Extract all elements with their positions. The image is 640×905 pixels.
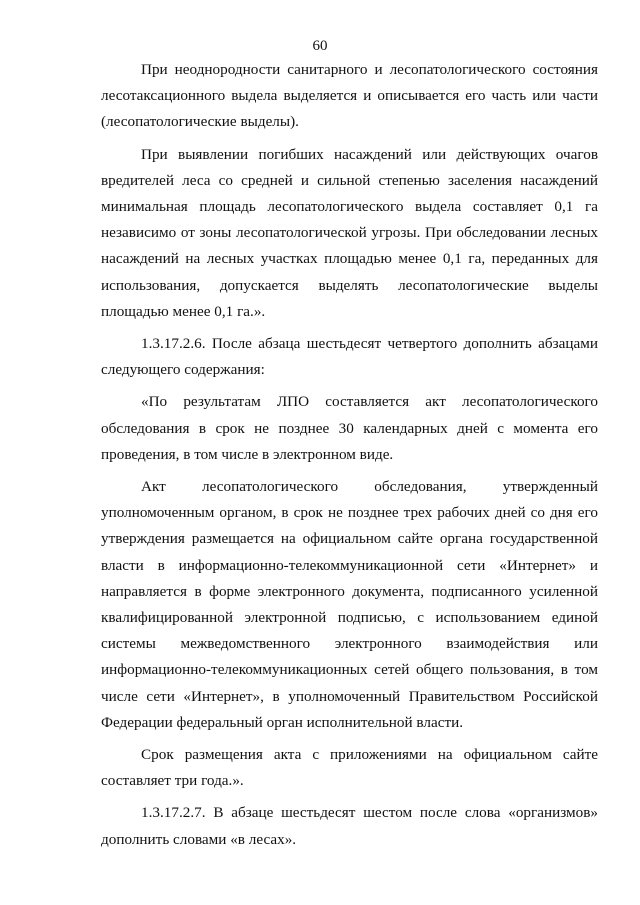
document-body [101, 57, 598, 853]
paragraph-act-publication: Акт лесопатологического обследования, утвержденный уполномоченным органом, в срок не позднее трех рабочих дней со дня его утверждения размещается на официальном сайте органа государственной власти в информационно-телекоммуникационной сети «Интернет» и направляется в форме электронного документа, подписанного усиленной квалифицированной электронной подписью, с использованием единой системы межведомственного электронного взаимодействия или информационно-телекоммуникационных сетей общего пользования, в том числе сети «Интернет», в уполномоченный Правительством Российской Федерации федеральный орган исполнительной власти. [101, 478, 598, 731]
paragraph-clause-1-3-17-2-6: 1.3.17.2.6. После абзаца шестьдесят четвертого дополнить абзацами следующего содержания: [101, 335, 598, 379]
paragraph-minimum-area: При выявлении погибших насаждений или действующих очагов вредителей леса со средней и сильной степенью заселения насаждений минимальная площадь лесопатологического выдела составляет 0,1 га независимо от зоны лесопатологической угрозы. При обследовании лесных насаждений на лесных участках площадью менее 0,1 га, переданных для использования, допускается выделять лесопатологические выделы площадью менее 0,1 га.». [101, 145, 598, 320]
paragraph-clause-1-3-17-2-7: 1.3.17.2.7. В абзаце шестьдесят шестом после слова «организмов» дополнить словами «в лесах». [101, 804, 598, 848]
paragraph-publication-term: Срок размещения акта с приложениями на официальном сайте составляет три года.». [101, 746, 598, 790]
paragraph-lpo-act: «По результатам ЛПО составляется акт лесопатологического обследования в срок не позднее 30 календарных дней с момента его проведения, в том числе в электронном виде. [101, 393, 598, 463]
page-number: 60 [312, 38, 328, 54]
paragraph-sanitary-state: При неоднородности санитарного и лесопатологического состояния лесотаксационного выдела выделяется и описывается его часть или части (лесопатологические выделы). [101, 61, 598, 131]
